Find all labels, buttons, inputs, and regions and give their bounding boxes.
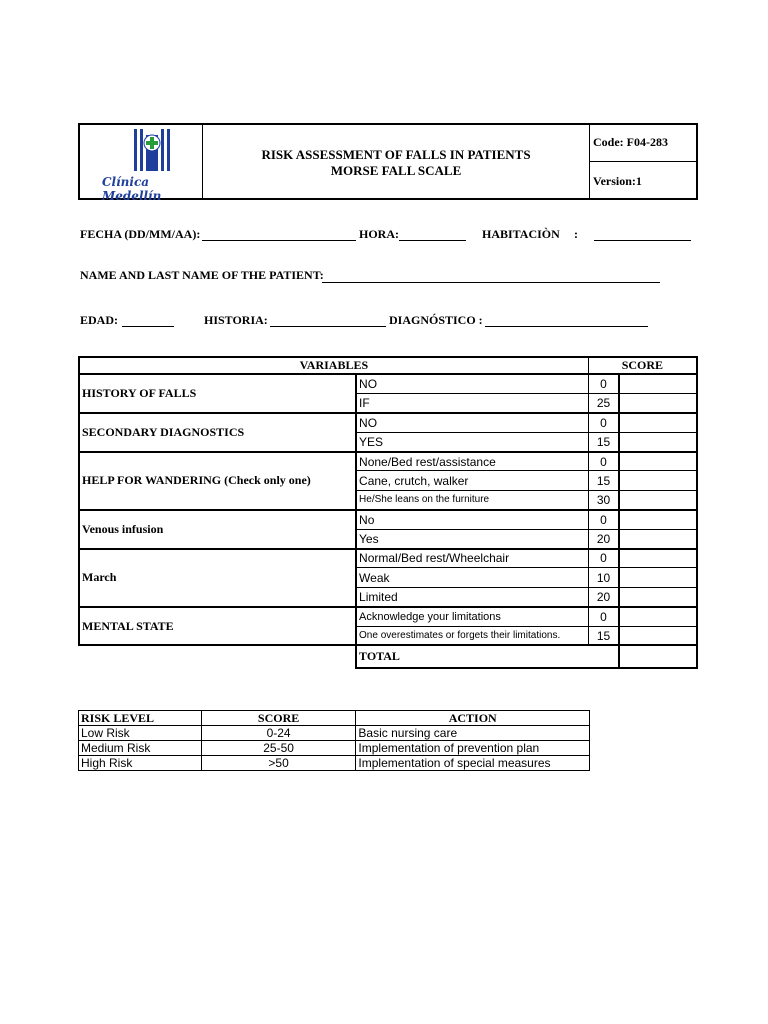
option-label: Weak	[356, 568, 588, 587]
table-row	[79, 756, 590, 771]
score-entry-cell[interactable]	[619, 490, 697, 509]
variables-header: VARIABLES	[79, 357, 588, 374]
patient-name-label: NAME AND LAST NAME OF THE PATIENT:	[80, 268, 324, 282]
risk-level-header: RISK LEVEL	[79, 711, 202, 726]
option-label: One overestimates or forgets their limitations.	[356, 626, 588, 645]
risk-action-header: ACTION	[356, 711, 590, 726]
score-entry-cell[interactable]	[619, 626, 697, 645]
risk-score-cell: >50	[201, 756, 356, 771]
option-score: 15	[588, 626, 619, 645]
score-entry-cell[interactable]	[619, 607, 697, 626]
option-label: IF	[356, 393, 588, 412]
risk-score-cell: 0-24	[201, 726, 356, 741]
option-score: 15	[588, 471, 619, 490]
total-score-cell[interactable]	[619, 645, 697, 668]
option-score: 0	[588, 413, 619, 432]
diagnostico-label: DIAGNÓSTICO :	[389, 313, 483, 327]
table-row	[79, 726, 590, 741]
clinic-logo-icon	[132, 129, 172, 173]
habitacion-label: HABITACIÒN	[482, 227, 560, 241]
edad-field[interactable]	[122, 326, 174, 327]
option-label: No	[356, 510, 588, 529]
variable-secondary-diagnostics: SECONDARY DIAGNOSTICS	[79, 413, 356, 452]
option-score: 0	[588, 510, 619, 529]
score-entry-cell[interactable]	[619, 471, 697, 490]
option-score: 0	[588, 549, 619, 568]
total-label: TOTAL	[356, 645, 619, 668]
score-entry-cell[interactable]	[619, 393, 697, 412]
variable-venous-infusion: Venous infusion	[79, 510, 356, 549]
option-label: YES	[356, 432, 588, 451]
option-score: 0	[588, 374, 619, 393]
logo-text: Clínica Medellín	[102, 175, 162, 203]
option-label: Cane, crutch, walker	[356, 471, 588, 490]
option-score: 0	[588, 452, 619, 471]
risk-action-cell: Implementation of prevention plan	[356, 741, 590, 756]
historia-label: HISTORIA:	[204, 313, 268, 327]
score-entry-cell[interactable]	[619, 374, 697, 393]
score-entry-cell[interactable]	[619, 510, 697, 529]
risk-level-cell: Medium Risk	[79, 741, 202, 756]
option-label: None/Bed rest/assistance	[356, 452, 588, 471]
score-entry-cell[interactable]	[619, 452, 697, 471]
option-score: 20	[588, 529, 619, 548]
option-label: Normal/Bed rest/Wheelchair	[356, 549, 588, 568]
form-version: Version:1	[593, 174, 642, 188]
option-label: NO	[356, 374, 588, 393]
variables-table	[78, 356, 698, 669]
risk-level-cell: High Risk	[79, 756, 202, 771]
option-label: He/She leans on the furniture	[356, 490, 588, 509]
form-title: RISK ASSESSMENT OF FALLS IN PATIENTS	[261, 147, 531, 162]
patient-name-field[interactable]	[322, 282, 660, 283]
risk-score-cell: 25-50	[201, 741, 356, 756]
risk-level-table	[78, 710, 590, 771]
score-entry-cell[interactable]	[619, 432, 697, 451]
diagnostico-field[interactable]	[485, 326, 648, 327]
risk-score-header: SCORE	[201, 711, 356, 726]
option-score: 30	[588, 490, 619, 509]
habitacion-field[interactable]	[594, 240, 691, 241]
option-label: Limited	[356, 587, 588, 606]
fecha-label: FECHA (DD/MM/AA):	[80, 227, 201, 241]
score-header: SCORE	[588, 357, 697, 374]
score-entry-cell[interactable]	[619, 529, 697, 548]
option-label: NO	[356, 413, 588, 432]
habitacion-colon: :	[574, 227, 578, 241]
score-entry-cell[interactable]	[619, 568, 697, 587]
score-entry-cell[interactable]	[619, 587, 697, 606]
variable-history-of-falls: HISTORY OF FALLS	[79, 374, 356, 413]
form-subtitle: MORSE FALL SCALE	[330, 163, 462, 178]
historia-field[interactable]	[270, 326, 386, 327]
risk-level-cell: Low Risk	[79, 726, 202, 741]
form-code: Code: F04-283	[590, 125, 696, 162]
option-score: 0	[588, 607, 619, 626]
option-score: 10	[588, 568, 619, 587]
option-label: Acknowledge your limitations	[356, 607, 588, 626]
variable-help-for-wandering: HELP FOR WANDERING (Check only one)	[79, 452, 356, 510]
hora-field[interactable]	[399, 240, 466, 241]
risk-action-cell: Basic nursing care	[356, 726, 590, 741]
option-score: 20	[588, 587, 619, 606]
option-score: 15	[588, 432, 619, 451]
hora-label: HORA:	[359, 227, 399, 241]
score-entry-cell[interactable]	[619, 549, 697, 568]
table-row	[79, 741, 590, 756]
title-cell	[203, 125, 590, 198]
edad-label: EDAD:	[80, 313, 118, 327]
variable-march: March	[79, 549, 356, 607]
fecha-field[interactable]	[202, 240, 356, 241]
option-label: Yes	[356, 529, 588, 548]
logo-cell	[80, 125, 203, 203]
form-header	[78, 123, 698, 203]
variable-mental-state: MENTAL STATE	[79, 607, 356, 646]
risk-action-cell: Implementation of special measures	[356, 756, 590, 771]
empty-cell	[79, 645, 356, 668]
option-score: 25	[588, 393, 619, 412]
score-entry-cell[interactable]	[619, 413, 697, 432]
